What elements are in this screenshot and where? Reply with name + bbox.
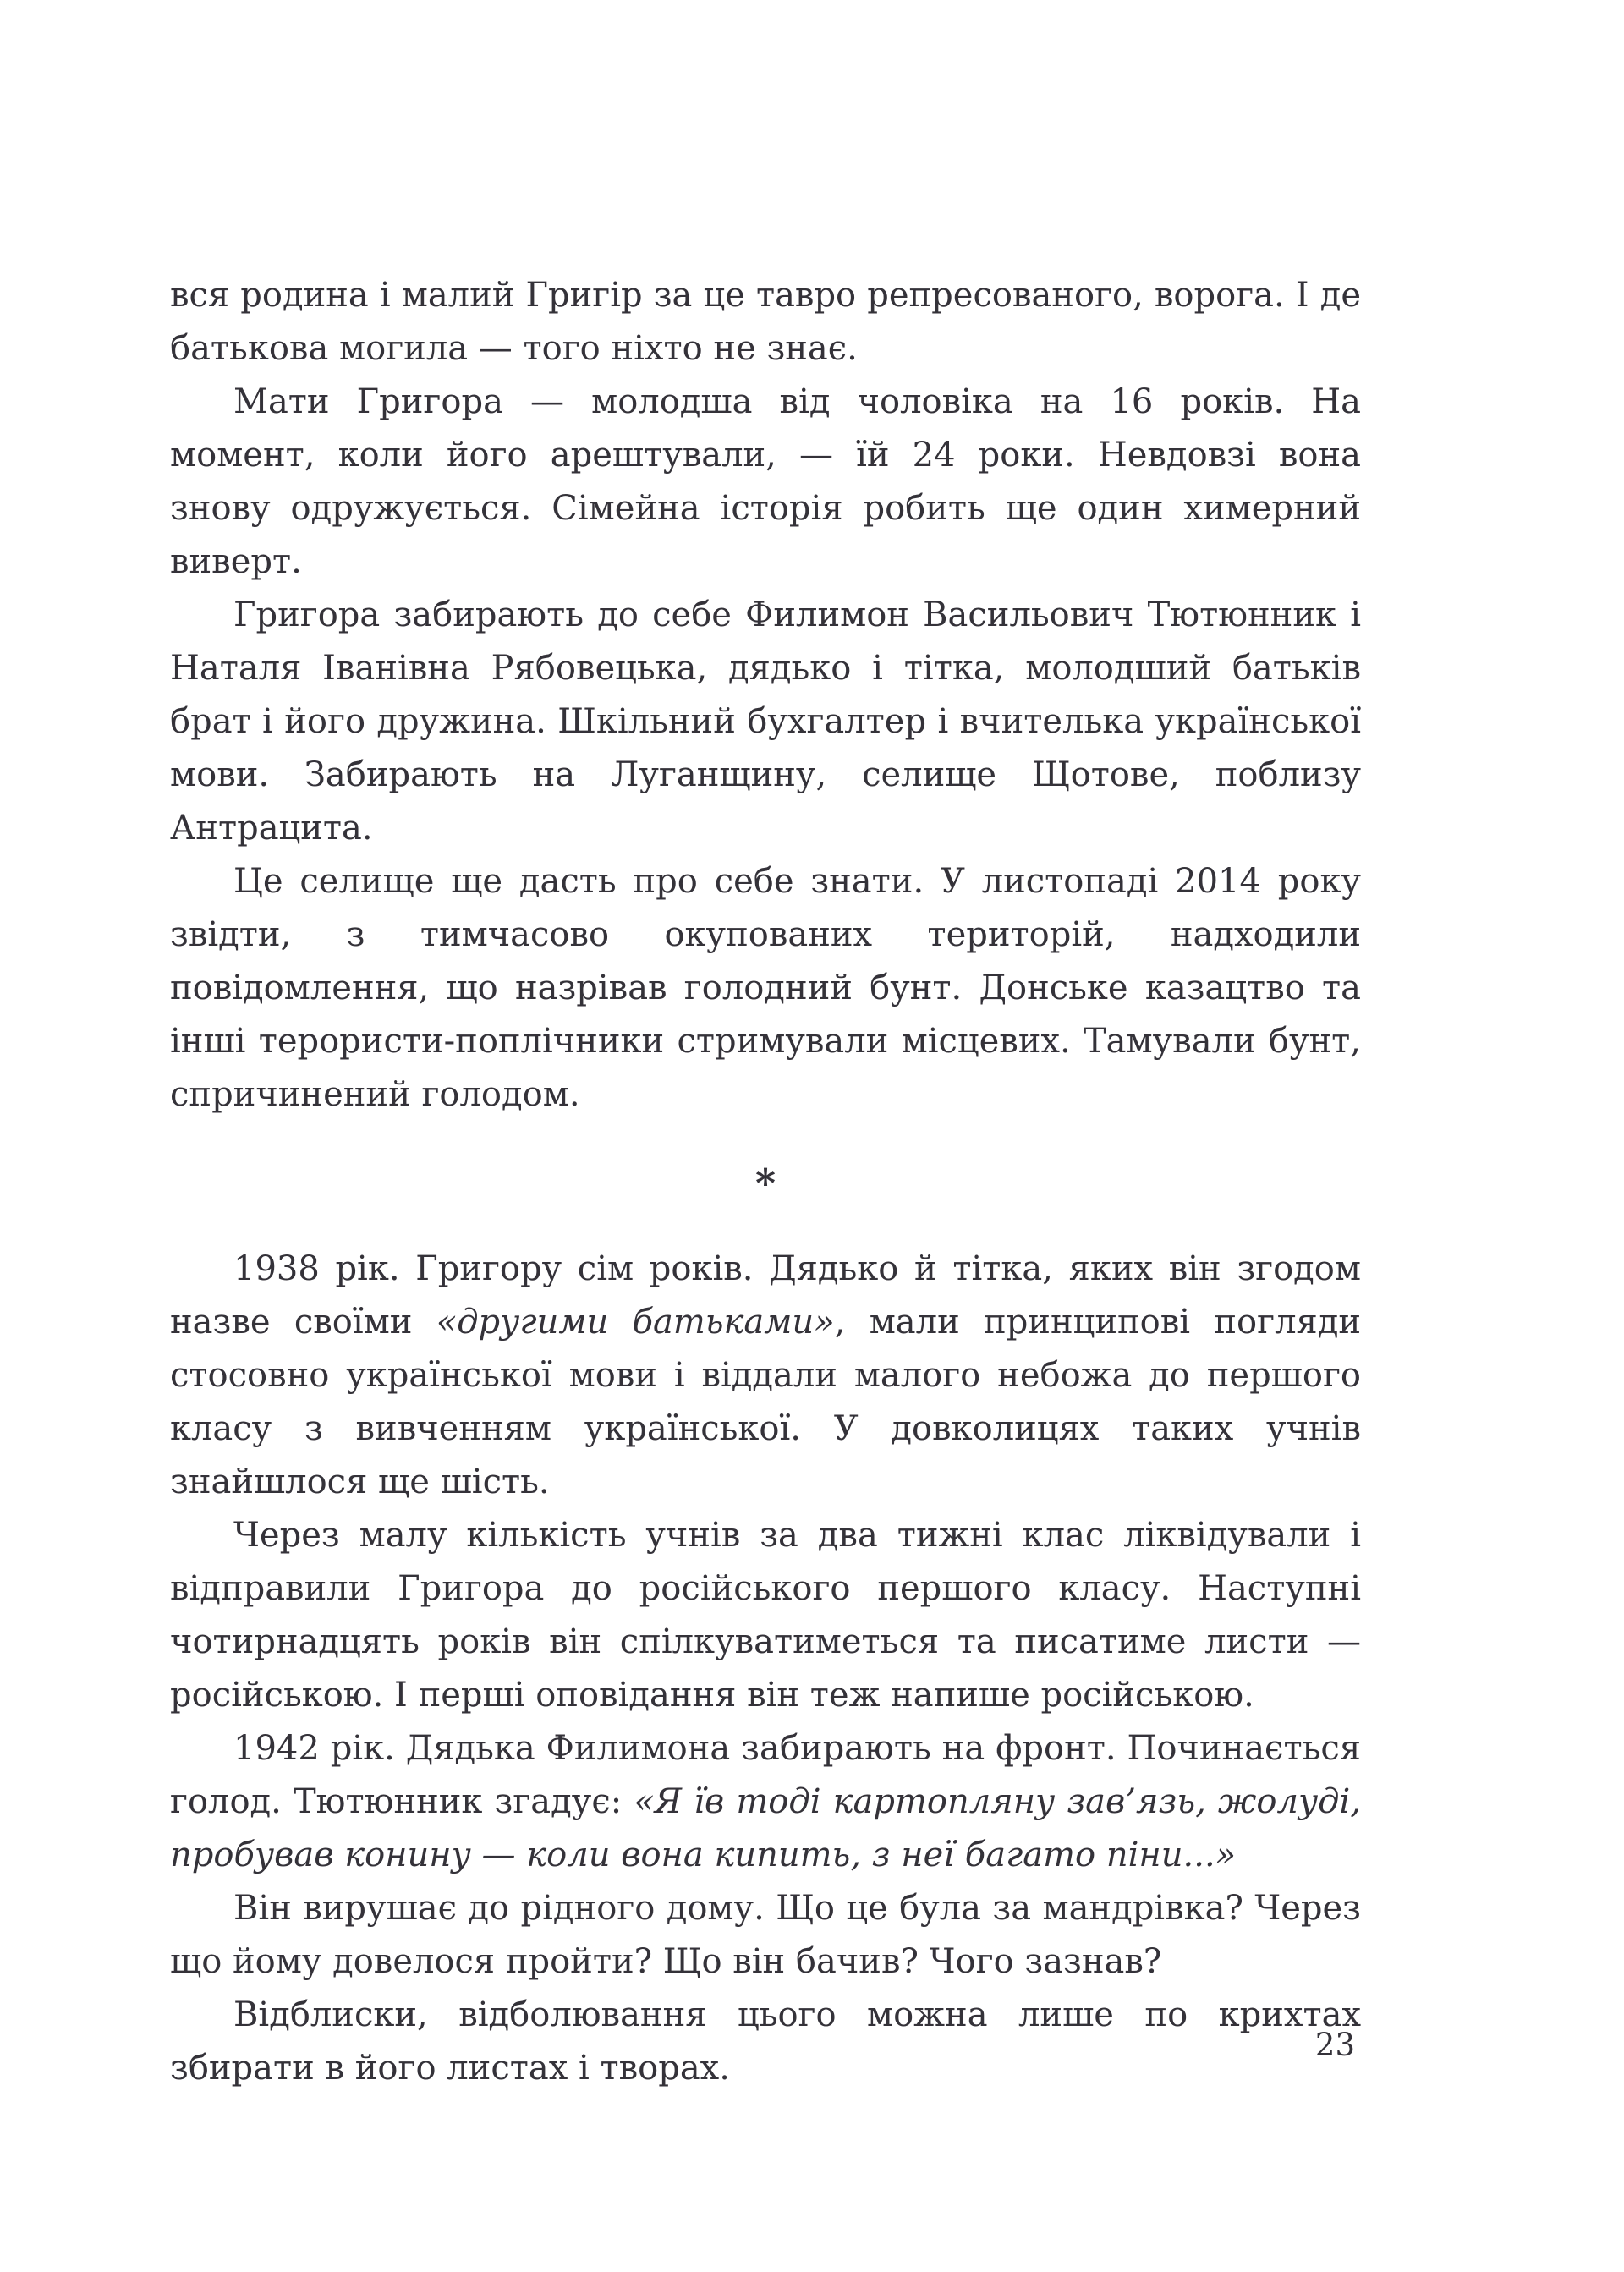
text-run: Через малу кількість учнів за два тижні клас ліквідували і відправили Григора до російського першого класу. Наступні чотирнадцять років він спілкуватиметься та писатиме листи — російською. І перші оповідання він теж напише російською.	[170, 1516, 1361, 1715]
text-run: Мати Григора — молодша від чоловіка на 16 років. На момент, коли його арештували, — їй 24 роки. Невдовзі вона знову одружується. Сімейна історія робить ще один химерний виверт.	[170, 382, 1361, 581]
paragraph	[170, 1722, 1361, 1882]
text-run: Він вирушає до рідного дому. Що це була за мандрівка? Через що йому довелося пройти? Що він бачив? Чого зазнав?	[170, 1889, 1361, 1981]
paragraph	[170, 1509, 1361, 1722]
paragraph	[170, 855, 1361, 1122]
text-block	[170, 269, 1361, 2095]
page-number: 23	[1314, 2027, 1355, 2063]
text-run: Це селище ще дасть про себе знати. У листопаді 2014 року звідти, з тимчасово окупованих територій, надходили повідомлення, що назрівав голодний бунт. Донське казацтво та інші терористи-поплічники стримували місцевих. Тамували бунт, спричинений голодом.	[170, 862, 1361, 1114]
section-separator: *	[754, 1161, 776, 1206]
paragraph	[170, 1243, 1361, 1509]
text-run: 1942 рік. Дядька Филимона забирають на фронт. Починається голод. Тютюнник згадує:	[170, 1729, 1361, 1821]
text-run: Григора забирають до себе Филимон Васильович Тютюнник і Наталя Іванівна Рябовецька, дядько і тітка, молодший батьків брат і його дружина. Шкільний бухгалтер і вчителька української мови. Забирають на Луганщину, селище Щотове, поблизу Антрацита.	[170, 595, 1361, 848]
paragraph	[170, 269, 1361, 376]
text-run: Відблиски, відболювання цього можна лише по крихтах збирати в його листах і творах.	[170, 1995, 1361, 2088]
text-run: 1938 рік. Григору сім років. Дядько й тітка, яких він згодом назве своїми	[170, 1249, 1361, 1342]
paragraph	[170, 589, 1361, 855]
paragraph	[170, 376, 1361, 589]
text-run: , мали принципові погляди стосовно української мови і віддали малого небожа до першого класу з вивченням української. У довколицях таких учнів знайшлося ще шість.	[170, 1303, 1362, 1501]
italic-run: «другими батьками»	[436, 1303, 835, 1342]
text-run: вся родина і малий Григір за це тавро репресованого, ворога. І де батькова могила — того ніхто не знає.	[170, 276, 1361, 368]
paragraph	[170, 1882, 1361, 1989]
italic-run: «Я їв тоді картопляну зав’язь, жолуді, пробував конину — коли вона кипить, з неї багато піни...»	[170, 1782, 1362, 1874]
paragraph	[170, 1989, 1361, 2095]
